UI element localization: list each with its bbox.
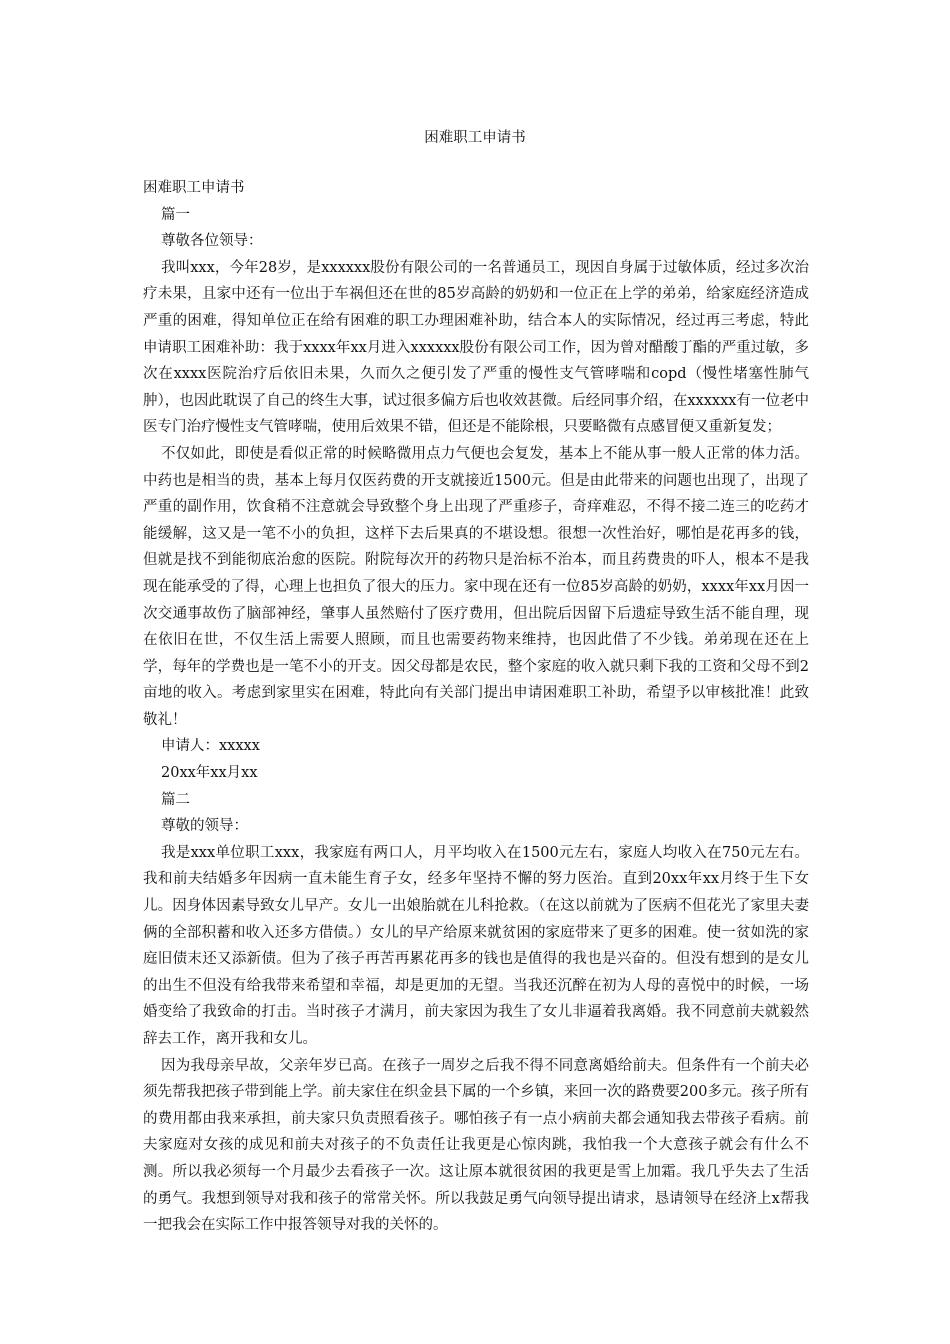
part2-paragraph-2: 因为我母亲早故，父亲年岁已高。在孩子一周岁之后我不得不同意离婚给前夫。但条件有一个前夫必须先帮我把孩子带到能上学。前夫家住在织金县下属的一个乡镇，来回一次的路费要200多元。孩子所有的费用都由我来承担，前夫家只负责照看孩子。哪怕孩子有一点小病前夫都会通知我去带孩子看病。前夫家庭对女孩的成见和前夫对孩子的不负责任让我更是心惊肉跳，我怕我一个大意孩子就会有什么不测。所以我必须每一个月最少去看孩子一次。这让原本就很贫困的我更是雪上加霜。我几乎失去了生活的勇气。我想到领导对我和孩子的常常关怀。所以我鼓足勇气向领导提出请求，恳请领导在经济上x帮我一把我会在实际工作中报答领导对我的关怀的。 xyxy=(143,1057,809,1234)
part2-label: 篇二 xyxy=(161,791,190,808)
part1-salutation: 尊敬各位领导： xyxy=(161,233,263,250)
part1-paragraph-1: 我叫xxx，今年28岁，是xxxxxx股份有限公司的一名普通员工，现因自身属于过敏体质，经过多次治疗未果，且家中还有一位出于车祸但还在世的85岁高龄的奶奶和一位正在上学的弟弟，给家庭经济造成严重的困难，得知单位正在给有困难的职工办理困难补助，结合本人的实际情况，经过再三考虑，特此申请职工困难补助：我于xxxx年xx月进入xxxxxx股份有限公司工作，因为曾对醋酸丁酯的严重过敏，多次在xxxx医院治疗后依旧未果，久而久之便引发了严重的慢性支气管哮喘和copd（慢性堵塞性肺气肿），也因此耽误了自己的终生大事，试过很多偏方后也收效甚微。后经同事介绍，在xxxxxx有一位老中医专门治疗慢性支气管哮喘，使用后效果不错，但还是不能除根，只要略微有点感冒便又重新复发； xyxy=(143,259,809,436)
part1-label: 篇一 xyxy=(161,206,190,223)
part1-applicant: 申请人：xxxxx xyxy=(161,738,260,755)
document-heading: 困难职工申请书 xyxy=(143,180,245,196)
document-body xyxy=(143,175,809,1239)
document-title: 困难职工申请书 xyxy=(424,130,526,146)
part2-salutation: 尊敬的领导： xyxy=(161,818,248,835)
part2-paragraph-1: 我是xxx单位职工xxx，我家庭有两口人，月平均收入在1500元左右，家庭人均收入在750元左右。我和前夫结婚多年因病一直未能生育子女，经多年坚持不懈的努力医治。直到20xx年xx月终于生下女儿。因身体因素导致女儿早产。女儿一出娘胎就在儿科抢救。（在这以前就为了医病不但花光了家里夫妻俩的全部积蓄和收入还多方借债。）女儿的早产给原来就贫困的家庭带来了更多的困难。使一贫如洗的家庭旧债末还又添新债。但为了孩子再苦再累花再多的钱也是值得的我也是兴奋的。但没有想到的是女儿的出生不但没有给我带来希望和幸福，却是更加的无望。当我还沉醉在初为人母的喜悦中的时候，一场婚变给了我致命的打击。当时孩子才满月，前夫家因为我生了女儿非逼着我离婚。我不同意前夫就毅然辞去工作，离开我和女儿。 xyxy=(143,844,809,1047)
part1-date: 20xx年xx月xx xyxy=(161,765,258,782)
part1-paragraph-2: 不仅如此，即使是看似正常的时候略微用点力气便也会复发，基本上不能从事一般人正常的体力活。中药也是相当的贵，基本上每月仅医药费的开支就接近1500元。但是由此带来的问题也出现了，出现了严重的副作用，饮食稍不注意就会导致整个身上出现了严重疹子，奇痒难忍，不得不接二连三的吃药才能缓解，这又是一笔不小的负担，这样下去后果真的不堪设想。很想一次性治好，哪怕是花再多的钱，但就是找不到能彻底治愈的医院。附院每次开的药物只是治标不治本，而且药费贵的吓人，根本不是我现在能承受的了得，心理上也担负了很大的压力。家中现在还有一位85岁高龄的奶奶，xxxx年xx月因一次交通事故伤了脑部神经，肇事人虽然赔付了医疗费用，但出院后因留下后遗症导致生活不能自理，现在依旧在世，不仅生活上需要人照顾，而且也需要药物来维持，也因此借了不少钱。弟弟现在还在上学，每年的学费也是一笔不小的开支。因父母都是农民，整个家庭的收入就只剩下我的工资和父母不到2亩地的收入。考虑到家里实在困难，特此向有关部门提出申请困难职工补助，希望予以审核批准！此致敬礼！ xyxy=(143,445,809,728)
